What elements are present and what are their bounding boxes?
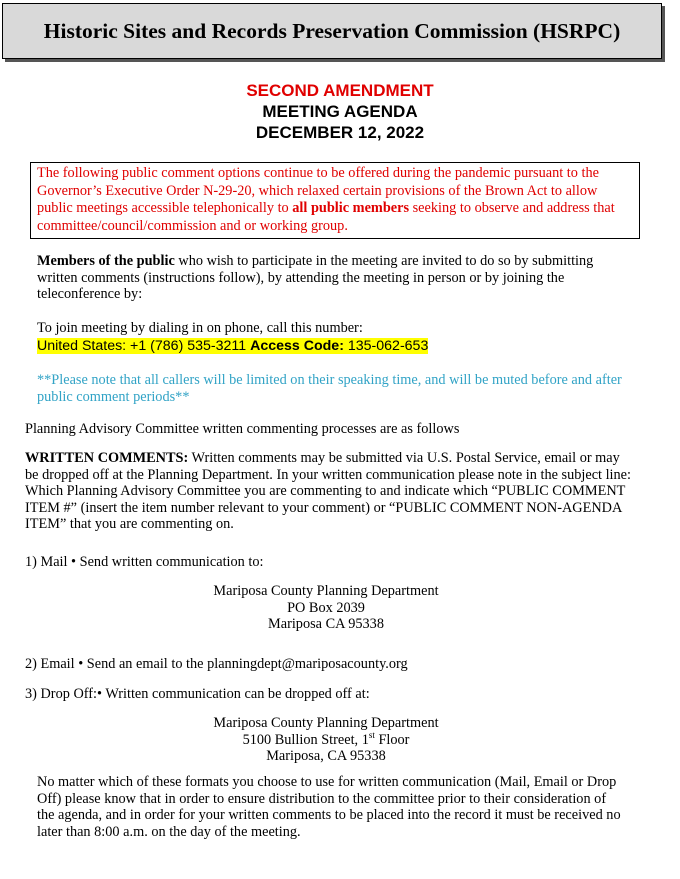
- pandemic-notice: [30, 162, 640, 239]
- notice-bold: all public members: [292, 200, 410, 216]
- processes-line: Planning Advisory Committee written commenting processes are as follows: [25, 421, 460, 437]
- agenda-title: MEETING AGENDA: [262, 102, 418, 121]
- callers-note: **Please note that all callers will be limited on their speaking time, and will be muted before and after public comment periods**: [37, 372, 622, 405]
- written-comments-label: WRITTEN COMMENTS:: [25, 450, 189, 466]
- agenda-titles: [0, 80, 680, 143]
- mail-address-line-3: Mariposa CA 95338: [268, 616, 384, 632]
- dropoff-floor: Floor: [374, 731, 410, 748]
- members-paragraph: [37, 253, 627, 303]
- closing-paragraph: No matter which of these formats you choose to use for written communication (Mail, Email or Drop Off) please know that in order to ensure distribution to the committee prior to their consideration of the agenda, and in order for your written comments to be placed into the record it must be received no later than 8:00 a.m. on the day of the meeting.: [37, 774, 621, 840]
- dropoff-address-line-2: [0, 729, 652, 749]
- phone-line: [37, 337, 428, 355]
- header-title: Historic Sites and Records Preservation Commission (HSRPC): [43, 18, 621, 43]
- access-code-value: 135-062-653: [343, 338, 429, 354]
- mail-address: [0, 583, 652, 633]
- notice-text: The following public comment options continue to be offered during the pandemic pursuant to the Governor’s Executive Order N-29-20, which relaxed certain provisions of the Brown Act to allow public meetings accessible telephonically to: [37, 165, 599, 216]
- dropoff-address-line-1: Mariposa County Planning Department: [213, 715, 439, 731]
- amendment-title: SECOND AMENDMENT: [246, 81, 434, 100]
- phone-intro: To join meeting by dialing in on phone, call this number:: [37, 320, 363, 336]
- access-code-label: Access Code:: [250, 338, 344, 354]
- written-comments-paragraph: [25, 450, 635, 533]
- dropoff-street: 5100 Bullion Street, 1: [242, 731, 369, 748]
- dropoff-address-line-3: Mariposa, CA 95338: [266, 748, 386, 764]
- phone-number: United States: +1 (786) 535-3211: [37, 338, 251, 354]
- dropoff-address: [0, 715, 652, 765]
- notice-text-end: seeking to observe and address that committee/council/commission and or working group.: [37, 200, 615, 234]
- email-line: 2) Email • Send an email to the planningdept@mariposacounty.org: [25, 656, 408, 672]
- written-comments-text: Written comments may be submitted via U.S. Postal Service, email or may be dropped off at the Planning Department. In your written communication please note in the subject line: Which Planning Advisory Committee you are commenting to and indicate which “PUBLIC COMMENT ITEM #” (insert the item number relevant to your comment) or “PUBLIC COMMENT NON-AGENDA ITEM” that you are commenting on.: [25, 450, 631, 532]
- mail-address-line-2: PO Box 2039: [287, 599, 365, 616]
- mail-address-line-1: Mariposa County Planning Department: [213, 583, 439, 599]
- dropoff-line: 3) Drop Off:• Written communication can be dropped off at:: [25, 686, 370, 702]
- agenda-date: DECEMBER 12, 2022: [255, 123, 425, 142]
- members-text: who wish to participate in the meeting are invited to do so by submitting written comments (instructions follow), by attending the meeting in person or by joining the teleconference by:: [37, 253, 594, 302]
- mail-line: 1) Mail • Send written communication to:: [25, 554, 264, 570]
- members-bold: Members of the public: [37, 253, 175, 269]
- dropoff-street-sup: st: [368, 729, 375, 740]
- header-box: [2, 3, 662, 59]
